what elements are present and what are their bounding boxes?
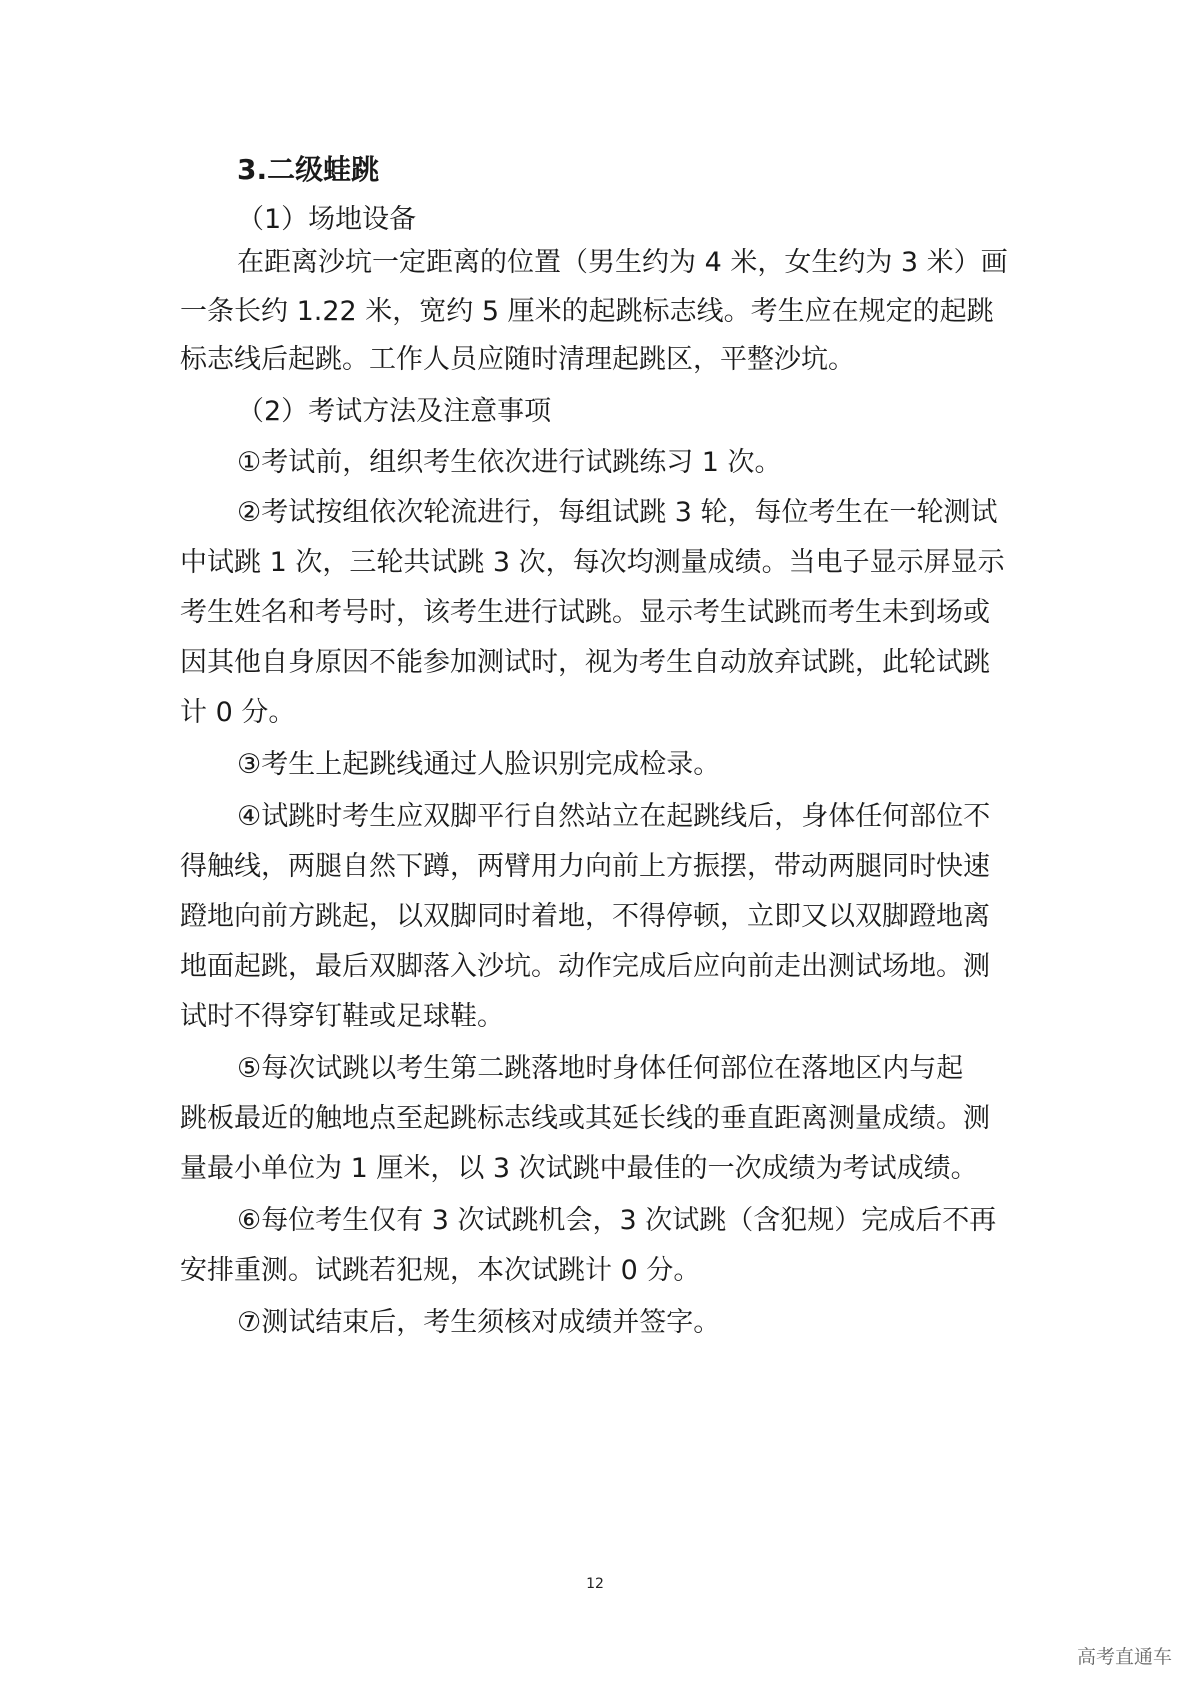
- watermark-text: 高考直通车: [1076, 1646, 1172, 1668]
- paragraph-line: ②考试按组依次轮流进行，每组试跳 3 轮，每位考生在一轮测试: [237, 497, 998, 528]
- paragraph-line: ⑥每位考生仅有 3 次试跳机会，3 次试跳（含犯规）完成后不再: [237, 1205, 997, 1236]
- paragraph-line: ⑦测试结束后，考生须核对成绩并签字。: [237, 1307, 721, 1338]
- paragraph-line: ③考生上起跳线通过人脸识别完成检录。: [237, 749, 721, 780]
- subsection-heading: （2）考试方法及注意事项: [237, 396, 552, 427]
- paragraph-line: 考生姓名和考号时，该考生进行试跳。显示考生试跳而考生未到场或: [180, 597, 990, 628]
- paragraph-line: 中试跳 1 次，三轮共试跳 3 次，每次均测量成绩。当电子显示屏显示: [180, 547, 1005, 578]
- paragraph-line: 地面起跳，最后双脚落入沙坑。动作完成后应向前走出测试场地。测: [180, 951, 990, 982]
- paragraph-line: 因其他自身原因不能参加测试时，视为考生自动放弃试跳，此轮试跳: [180, 647, 990, 678]
- subsection-heading: （1）场地设备: [237, 204, 417, 235]
- paragraph-line: 安排重测。试跳若犯规，本次试跳计 0 分。: [180, 1255, 701, 1286]
- paragraph-line: 跳板最近的触地点至起跳标志线或其延长线的垂直距离测量成绩。测: [180, 1103, 990, 1134]
- paragraph-line: 在距离沙坑一定距离的位置（男生约为 4 米，女生约为 3 米）画: [237, 247, 1008, 278]
- paragraph-line: 量最小单位为 1 厘米，以 3 次试跳中最佳的一次成绩为考试成绩。: [180, 1153, 978, 1184]
- paragraph-line: 计 0 分。: [180, 697, 296, 728]
- paragraph-line: ④试跳时考生应双脚平行自然站立在起跳线后，身体任何部位不: [237, 801, 991, 832]
- section-heading: 3.二级蛙跳: [237, 153, 380, 186]
- paragraph-line: 一条长约 1.22 米，宽约 5 厘米的起跳标志线。考生应在规定的起跳: [180, 296, 994, 327]
- paragraph-line: ⑤每次试跳以考生第二跳落地时身体任何部位在落地区内与起: [237, 1053, 964, 1084]
- paragraph-line: ①考试前，组织考生依次进行试跳练习 1 次。: [237, 447, 782, 478]
- paragraph-line: 得触线，两腿自然下蹲，两臂用力向前上方振摆，带动两腿同时快速: [180, 851, 990, 882]
- page-number: 12: [586, 1576, 604, 1592]
- paragraph-line: 标志线后起跳。工作人员应随时清理起跳区，平整沙坑。: [180, 344, 855, 375]
- paragraph-line: 试时不得穿钉鞋或足球鞋。: [180, 1001, 504, 1032]
- paragraph-line: 蹬地向前方跳起，以双脚同时着地，不得停顿，立即又以双脚蹬地离: [180, 901, 990, 932]
